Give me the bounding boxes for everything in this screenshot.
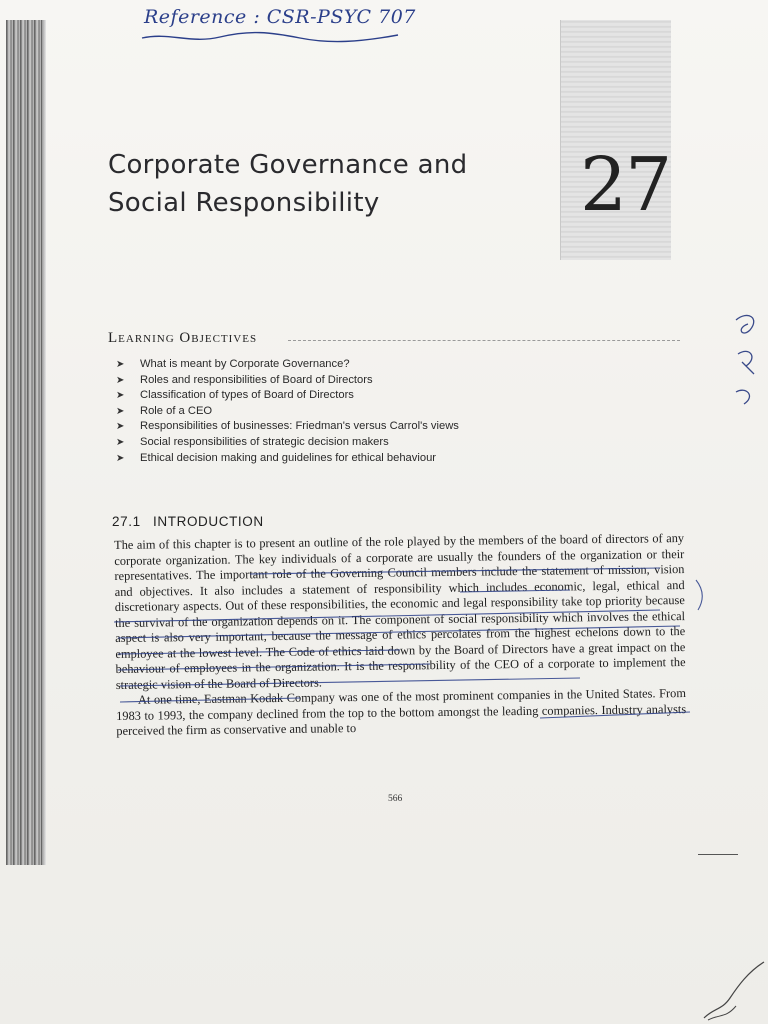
section-body xyxy=(114,531,686,739)
margin-tick xyxy=(698,854,738,855)
list-item: ➤ Roles and responsibilities of Board of Directors xyxy=(116,373,459,389)
arrow-bullet-icon: ➤ xyxy=(116,374,125,386)
chapter-title xyxy=(108,146,467,222)
list-item: ➤ Social responsibilities of strategic decision makers xyxy=(116,435,459,451)
handwritten-reference-note: Reference : CSR-PSYC 707 xyxy=(144,6,416,28)
section-title: INTRODUCTION xyxy=(153,514,264,529)
arrow-bullet-icon: ➤ xyxy=(116,359,125,370)
learning-objectives-heading: Learning Objectives xyxy=(108,330,258,346)
chapter-title-line-2: Social Responsibility xyxy=(108,188,380,218)
page-number: 566 xyxy=(388,794,403,804)
handwritten-underline-scribble xyxy=(140,30,400,44)
learning-objectives-list xyxy=(116,357,459,466)
chapter-title-line-1: Corporate Governance and xyxy=(108,150,468,180)
arrow-bullet-icon: ➤ xyxy=(116,421,125,433)
arrow-bullet-icon: ➤ xyxy=(116,405,125,417)
paragraph: The aim of this chapter is to present an outline of the role played by the members of the board of directors of any corporate organization. The key individuals of a corporate are usually the founders of the organization or their representatives. The important role of the Governing Council members include the statement of mission, vision and objectives. It also includes a statement of responsibility which includes economic, legal, ethical and discretionary aspects. Out of these responsibilities, the economic and legal responsibility take top priority because the survival of the organization depends on it. The component of social responsibility which involves the ethical aspect is also very important, because the message of ethics percolates from the highest echelons down to the employee at the lowest level. The Code of ethics laid down by the Board of Directors have a great impact on the behaviour of employees in the organization. It is the responsibility of the CEO of a corporate to implement the strategic vision of the Board of Directors. xyxy=(114,531,686,692)
margin-handwritten-mark xyxy=(728,306,764,416)
arrow-bullet-icon: ➤ xyxy=(116,452,125,464)
list-item: ➤ What is meant by Corporate Governance? xyxy=(116,357,459,373)
list-item: ➤ Ethical decision making and guidelines for ethical behaviour xyxy=(116,451,459,467)
arrow-bullet-icon: ➤ xyxy=(116,390,125,402)
list-item: ➤ Classification of types of Board of Directors xyxy=(116,388,459,404)
book-spine-binding xyxy=(6,20,42,865)
book-spine-edge xyxy=(42,20,46,865)
chapter-number: 27 xyxy=(580,142,671,228)
bottom-corner-pen-mark xyxy=(700,958,768,1024)
paragraph: At one time, Eastman Kodak Company was one of the most prominent companies in the United States. From 1983 to 1993, the company declined from the top to the bottom amongst the leading companies. Industry analysts perceived the firm as conservative and unable to xyxy=(116,686,687,738)
heading-divider xyxy=(288,340,680,341)
arrow-bullet-icon: ➤ xyxy=(116,436,125,448)
list-item: ➤ Responsibilities of businesses: Friedman's versus Carrol's views xyxy=(116,419,459,435)
section-number: 27.1 xyxy=(112,514,141,529)
list-item: ➤ Role of a CEO xyxy=(116,404,459,420)
section-heading xyxy=(112,514,264,529)
